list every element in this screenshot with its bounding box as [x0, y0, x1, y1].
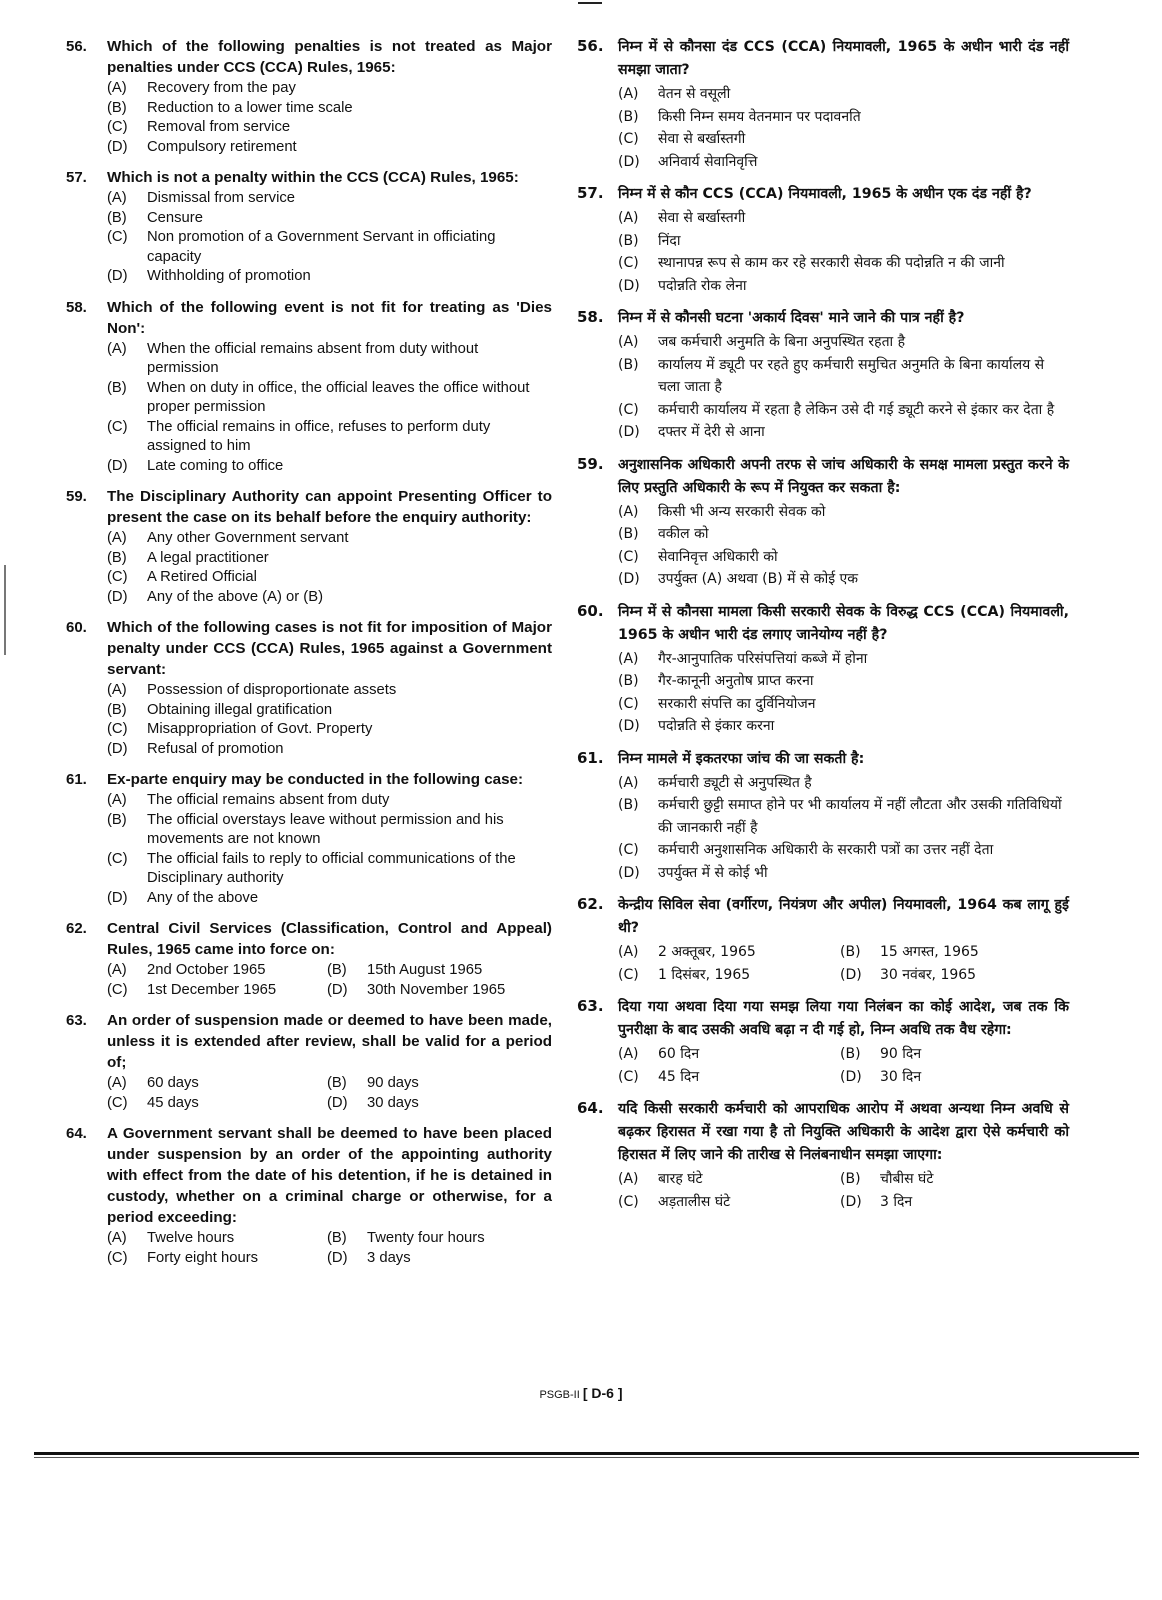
- option-text: Misappropriation of Govt. Property: [147, 721, 373, 737]
- option-text: कर्मचारी छुट्टी समाप्त होने पर भी कार्यालय में नहीं लौटता और उसकी गतिविधियों की जानकारी नहीं है: [658, 797, 1062, 836]
- option-label: (D): [107, 457, 128, 474]
- option-d: [618, 421, 1069, 444]
- question-58: [577, 307, 1069, 444]
- question-number: 57.: [66, 169, 87, 186]
- option-a: [618, 648, 1069, 671]
- option-label: (A): [618, 774, 639, 791]
- option-text: A legal practitioner: [147, 549, 269, 566]
- option-label: (D): [618, 718, 640, 734]
- option-text: बारह घंटे: [658, 1171, 703, 1187]
- option-b: [840, 941, 1069, 964]
- option-c: [618, 399, 1069, 422]
- option-c: [107, 418, 552, 457]
- option-label: (D): [618, 571, 640, 587]
- option-b: [618, 794, 1069, 839]
- option-text: The official remains in office, refuses to perform duty assigned to him: [147, 418, 491, 454]
- option-c: [107, 1094, 327, 1114]
- question-number: 56.: [577, 37, 604, 55]
- option-label: (C): [618, 255, 639, 271]
- question-62: [66, 918, 552, 1000]
- option-d: [107, 267, 552, 287]
- page-footer: [0, 1385, 1162, 1401]
- option-text: सेवानिवृत्त अधिकारी को: [658, 548, 778, 565]
- option-text: Non promotion of a Government Servant in officiating capacity: [147, 229, 496, 265]
- question-60: [577, 601, 1069, 738]
- option-text: 60 days: [147, 1075, 199, 1091]
- option-text: किसी भी अन्य सरकारी सेवक को: [658, 503, 826, 520]
- option-text: Dismissal from service: [147, 190, 295, 206]
- option-label: (D): [107, 268, 128, 284]
- option-text: Recovery from the pay: [147, 80, 296, 96]
- option-a: [107, 189, 552, 209]
- option-label: (B): [107, 99, 127, 116]
- question-text: An order of suspension made or deemed to have been made, unless it is extended after review, shall be valid for a period of;: [107, 1012, 552, 1071]
- options: [618, 1043, 1069, 1088]
- options: [618, 1168, 1069, 1213]
- top-mark: [578, 2, 602, 4]
- option-a: [618, 772, 1069, 795]
- option-label: (D): [840, 1193, 862, 1210]
- option-label: (C): [618, 842, 639, 858]
- option-c: [618, 839, 1069, 862]
- option-c: [107, 981, 327, 1001]
- question-58: [66, 297, 552, 477]
- option-text: 90 दिन: [880, 1046, 922, 1062]
- option-label: (D): [327, 1094, 348, 1111]
- option-c: [618, 1066, 840, 1089]
- option-label: (A): [618, 944, 639, 960]
- option-text: A Retired Official: [147, 569, 257, 585]
- option-b: [107, 209, 552, 229]
- option-text: Possession of disproportionate assets: [147, 682, 397, 698]
- option-label: (C): [107, 229, 128, 245]
- option-d: [107, 457, 552, 477]
- option-a: [107, 961, 327, 981]
- option-text: 1 दिसंबर, 1965: [658, 966, 751, 983]
- question-57: [66, 167, 552, 287]
- option-text: अनिवार्य सेवानिवृत्ति: [658, 153, 758, 170]
- option-text: चौबीस घंटे: [880, 1171, 934, 1187]
- option-label: (D): [327, 1249, 348, 1266]
- option-text: पदोन्नति रोक लेना: [658, 277, 747, 294]
- option-label: (A): [618, 503, 639, 520]
- question-60: [66, 617, 552, 759]
- option-label: (C): [618, 1068, 639, 1085]
- option-label: (D): [840, 966, 862, 983]
- question-text: केन्द्रीय सिविल सेवा (वर्गीरण, नियंत्रण और अपील) नियमावली, 1964 कब लागू हुई थी?: [618, 897, 1069, 936]
- option-label: (B): [107, 209, 127, 226]
- question-text: निम्न में से कौनसी घटना 'अकार्य दिवस' माने जाने की पात्र नहीं है?: [618, 310, 965, 326]
- option-text: 45 दिन: [658, 1068, 700, 1085]
- option-b: [618, 354, 1069, 399]
- options: [107, 1074, 552, 1113]
- option-text: जब कर्मचारी अनुमति के बिना अनुपस्थित रहता है: [658, 334, 906, 350]
- option-label: (A): [107, 1230, 127, 1246]
- option-d: [840, 1066, 1069, 1089]
- option-text: दफ्तर में देरी से आना: [658, 424, 765, 440]
- option-label: (A): [618, 650, 639, 667]
- question-text: Ex-parte enquiry may be conducted in the following case:: [107, 771, 524, 788]
- option-label: (A): [107, 340, 127, 357]
- option-a: [618, 331, 1069, 354]
- option-label: (B): [107, 811, 127, 828]
- options: [618, 941, 1069, 986]
- option-text: वेतन से वसूली: [658, 86, 731, 102]
- question-number: 56.: [66, 38, 87, 55]
- options: [107, 681, 552, 759]
- question-text: निम्न में से कौनसा मामला किसी सरकारी सेवक के विरुद्ध CCS (CCA) नियमावली, 1965 के अधीन भारी दंड लगाए जानेयोग्य नहीं है?: [618, 603, 1069, 643]
- option-c: [107, 720, 552, 740]
- option-d: [107, 889, 552, 909]
- option-label: (C): [107, 850, 128, 867]
- option-label: (D): [618, 277, 640, 294]
- option-a: [618, 1168, 840, 1191]
- option-text: 1st December 1965: [147, 981, 277, 998]
- option-label: (D): [327, 981, 348, 998]
- option-label: (B): [327, 1230, 347, 1246]
- option-label: (B): [618, 673, 639, 689]
- option-a: [107, 791, 552, 811]
- question-text: The Disciplinary Authority can appoint Presenting Officer to present the case on its behalf before the enquiry authority:: [107, 488, 552, 526]
- option-b: [840, 1043, 1069, 1066]
- option-a: [107, 1229, 327, 1249]
- option-label: (D): [107, 138, 128, 155]
- option-text: The official fails to reply to official communications of the Disciplinary authority: [147, 850, 516, 886]
- option-label: (C): [107, 1249, 128, 1266]
- option-b: [107, 811, 552, 850]
- option-c: [107, 568, 552, 588]
- option-label: (D): [618, 153, 640, 170]
- question-number: 57.: [577, 184, 604, 202]
- option-label: (A): [107, 792, 127, 808]
- option-a: [618, 83, 1069, 106]
- option-text: Forty eight hours: [147, 1249, 259, 1266]
- option-text: सेवा से बर्खास्तगी: [658, 210, 746, 226]
- question-text: निम्न में से कौन CCS (CCA) नियमावली, 1965 के अधीन एक दंड नहीं है?: [618, 186, 1032, 202]
- option-text: निंदा: [658, 232, 681, 249]
- question-text: निम्न में से कौनसा दंड CCS (CCA) नियमावली, 1965 के अधीन भारी दंड नहीं समझा जाता?: [618, 39, 1069, 78]
- option-c: [618, 252, 1069, 275]
- option-label: (C): [618, 401, 639, 418]
- options: [618, 331, 1069, 444]
- option-label: (C): [618, 548, 639, 565]
- question-64: [577, 1098, 1069, 1213]
- option-text: Late coming to office: [147, 457, 284, 474]
- option-text: 15 अगस्त, 1965: [880, 944, 979, 960]
- option-text: Censure: [147, 209, 203, 226]
- option-text: Twenty four hours: [367, 1230, 485, 1246]
- question-number: 63.: [66, 1012, 87, 1029]
- options: [107, 1229, 552, 1268]
- options: [107, 791, 552, 908]
- option-label: (B): [618, 526, 639, 542]
- option-label: (B): [327, 962, 347, 978]
- option-text: उपर्युक्त (A) अथवा (B) में से कोई एक: [658, 571, 859, 587]
- option-label: (D): [107, 588, 128, 605]
- option-label: (D): [107, 889, 128, 906]
- option-label: (D): [840, 1068, 862, 1085]
- option-d: [107, 588, 552, 608]
- question-63: [577, 996, 1069, 1088]
- question-59: [577, 454, 1069, 591]
- question-number: 58.: [577, 308, 604, 326]
- question-63: [66, 1010, 552, 1113]
- option-a: [107, 529, 552, 549]
- option-text: Obtaining illegal gratification: [147, 701, 333, 718]
- question-number: 63.: [577, 997, 604, 1015]
- bottom-rule-thin: [34, 1457, 1139, 1458]
- question-text: दिया गया अथवा दिया गया समझ लिया गया निलंबन का कोई आदेश, जब तक कि पुनरीक्षा के बाद उसकी अवधि बढ़ा न दी गई हो, निम्न अवधि तक वैध रहेगा:: [618, 999, 1069, 1038]
- question-64: [66, 1123, 552, 1268]
- option-c: [618, 546, 1069, 569]
- option-label: (B): [618, 356, 639, 373]
- question-text: Which of the following cases is not fit for imposition of Major penalty under CCS (CCA) Rules, 1965 against a Government servant:: [107, 619, 552, 678]
- option-d: [840, 1191, 1069, 1214]
- option-label: (B): [618, 108, 639, 125]
- option-label: (D): [107, 740, 128, 757]
- option-c: [107, 118, 552, 138]
- option-text: कार्यालय में ड्यूटी पर रहते हुए कर्मचारी समुचित अनुमति के बिना कार्यालय से चला जाता है: [658, 356, 1045, 395]
- question-61: [66, 769, 552, 908]
- option-text: वकील को: [658, 526, 709, 542]
- option-b: [107, 701, 552, 721]
- option-b: [327, 961, 552, 981]
- option-d: [840, 964, 1069, 987]
- option-label: (A): [618, 210, 639, 226]
- question-62: [577, 894, 1069, 986]
- question-number: 58.: [66, 298, 87, 316]
- option-label: (B): [107, 379, 127, 396]
- option-text: कर्मचारी अनुशासनिक अधिकारी के सरकारी पत्रों का उत्तर नहीं देता: [658, 842, 994, 858]
- option-text: गैर-कानूनी अनुतोष प्राप्त करना: [658, 673, 814, 689]
- option-text: 2 अक्तूबर, 1965: [658, 944, 756, 960]
- option-label: (C): [618, 966, 639, 983]
- options: [107, 529, 552, 607]
- english-column: [66, 36, 552, 1278]
- option-label: (C): [107, 569, 128, 585]
- question-number: 61.: [66, 771, 87, 788]
- option-text: When the official remains absent from duty without permission: [147, 340, 479, 376]
- option-d: [618, 275, 1069, 298]
- question-text: यदि किसी सरकारी कर्मचारी को आपराधिक आरोप में अथवा अन्यथा निम्न अवधि से बढ़कर हिरासत में रखा गया है तो नियुक्ति अधिकारी के आदेश द्वारा ऐसे कर्मचारी को हिरासत में लिए जाने की तारीख से निलंबनाधीन समझा जाएगा:: [618, 1101, 1069, 1163]
- hindi-column: [577, 36, 1069, 1223]
- option-label: (A): [618, 86, 639, 102]
- question-number: 62.: [577, 895, 604, 913]
- option-b: [618, 106, 1069, 129]
- option-d: [618, 568, 1069, 591]
- options: [107, 340, 552, 477]
- option-b: [840, 1168, 1069, 1191]
- option-label: (C): [107, 119, 128, 135]
- question-text: निम्न मामले में इकतरफा जांच की जा सकती है:: [618, 750, 865, 767]
- options: [618, 501, 1069, 591]
- option-text: 30 नवंबर, 1965: [880, 966, 977, 983]
- option-text: Twelve hours: [147, 1230, 235, 1246]
- option-label: (C): [107, 1094, 128, 1111]
- option-c: [618, 693, 1069, 716]
- option-label: (A): [107, 80, 127, 96]
- option-label: (B): [618, 797, 639, 813]
- option-text: 45 days: [147, 1094, 199, 1111]
- option-text: उपर्युक्त में से कोई भी: [658, 864, 768, 881]
- option-label: (D): [618, 864, 640, 881]
- option-b: [107, 99, 552, 119]
- option-text: गैर-आनुपातिक परिसंपत्तियां कब्जे में होना: [658, 650, 868, 667]
- options: [618, 83, 1069, 173]
- options: [107, 189, 552, 287]
- option-label: (A): [107, 190, 127, 206]
- question-56: [577, 36, 1069, 173]
- option-label: (A): [618, 334, 639, 350]
- option-d: [107, 740, 552, 760]
- option-d: [618, 151, 1069, 174]
- option-d: [618, 862, 1069, 885]
- option-text: अड़तालीस घंटे: [658, 1193, 731, 1210]
- options: [107, 79, 552, 157]
- option-text: Any of the above: [147, 889, 259, 906]
- option-label: (C): [618, 1193, 639, 1210]
- options: [107, 961, 552, 1000]
- option-text: Any of the above (A) or (B): [147, 588, 323, 605]
- option-text: सेवा से बर्खास्तगी: [658, 131, 746, 147]
- option-label: (A): [107, 962, 127, 978]
- option-text: कर्मचारी कार्यालय में रहता है लेकिन उसे दी गई ड्यूटी करने से इंकार कर देता है: [658, 401, 1055, 418]
- question-number: 60.: [577, 601, 604, 620]
- option-a: [107, 340, 552, 379]
- footer-page: [ D-6 ]: [582, 1385, 623, 1401]
- question-56: [66, 36, 552, 157]
- option-a: [107, 79, 552, 99]
- option-text: पदोन्नति से इंकार करना: [658, 718, 775, 734]
- bottom-rule: [34, 1452, 1139, 1455]
- option-d: [327, 1249, 552, 1269]
- option-text: किसी निम्न समय वेतनमान पर पदावनति: [658, 108, 861, 125]
- option-text: 3 दिन: [880, 1193, 913, 1210]
- question-number: 59.: [577, 454, 604, 473]
- option-label: (A): [618, 1171, 639, 1187]
- option-label: (A): [107, 682, 127, 698]
- question-number: 60.: [66, 619, 87, 636]
- option-label: (B): [840, 944, 861, 960]
- options: [618, 648, 1069, 738]
- option-text: 60 दिन: [658, 1046, 700, 1062]
- option-label: (B): [327, 1075, 347, 1091]
- option-label: (D): [618, 424, 640, 440]
- option-label: (A): [107, 530, 127, 546]
- option-a: [618, 1043, 840, 1066]
- option-b: [618, 523, 1069, 546]
- option-text: The official remains absent from duty: [147, 792, 390, 808]
- question-number: 64.: [66, 1125, 87, 1142]
- option-text: Refusal of promotion: [147, 740, 284, 757]
- option-label: (A): [618, 1046, 639, 1062]
- option-c: [107, 850, 552, 889]
- option-b: [107, 549, 552, 569]
- option-c: [618, 964, 840, 987]
- option-a: [107, 1074, 327, 1094]
- question-text: Which of the following penalties is not treated as Major penalties under CCS (CCA) Rules, 1965:: [107, 38, 552, 76]
- option-text: The official overstays leave without permission and his movements are not known: [147, 811, 504, 847]
- option-label: (C): [107, 721, 128, 737]
- option-a: [618, 501, 1069, 524]
- question-text: अनुशासनिक अधिकारी अपनी तरफ से जांच अधिकारी के समक्ष मामला प्रस्तुत करने के लिए प्रस्तुति अधिकारी के रूप में नियुक्त कर सकता है:: [618, 456, 1069, 496]
- margin-scan-mark: [4, 565, 6, 655]
- question-61: [577, 748, 1069, 885]
- option-label: (C): [107, 981, 128, 998]
- option-text: 90 days: [367, 1075, 419, 1091]
- option-text: स्थानापन्न रूप से काम कर रहे सरकारी सेवक की पदोन्नति न की जानी: [658, 255, 1005, 271]
- question-text: Central Civil Services (Classification, Control and Appeal) Rules, 1965 came into force on:: [107, 920, 552, 958]
- option-label: (B): [840, 1046, 861, 1062]
- option-label: (C): [107, 418, 128, 435]
- question-number: 62.: [66, 920, 87, 937]
- option-b: [107, 379, 552, 418]
- option-text: When on duty in office, the official leaves the office without proper permission: [147, 379, 530, 415]
- option-b: [618, 670, 1069, 693]
- option-text: Reduction to a lower time scale: [147, 99, 353, 116]
- question-number: 59.: [66, 488, 87, 505]
- option-label: (B): [107, 701, 127, 718]
- question-text: A Government servant shall be deemed to have been placed under suspension by an order of the appointing authority with effect from the date of his detention, if he is detained in custody, whether on a criminal charge or otherwise, for a period exceeding:: [107, 1125, 552, 1226]
- option-label: (B): [107, 549, 127, 566]
- option-d: [107, 138, 552, 158]
- option-d: [327, 1094, 552, 1114]
- option-d: [618, 715, 1069, 738]
- option-text: 15th August 1965: [367, 962, 483, 978]
- option-b: [327, 1074, 552, 1094]
- footer-code: PSGB-II: [539, 1389, 580, 1401]
- question-text: Which of the following event is not fit for treating as 'Dies Non':: [107, 298, 552, 337]
- option-label: (B): [618, 232, 639, 249]
- option-label: (B): [840, 1171, 861, 1187]
- option-text: 30 days: [367, 1094, 419, 1111]
- options: [618, 207, 1069, 297]
- option-label: (A): [107, 1075, 127, 1091]
- option-text: Withholding of promotion: [147, 268, 311, 284]
- option-text: 30 दिन: [880, 1068, 922, 1085]
- option-text: सरकारी संपत्ति का दुर्विनियोजन: [658, 695, 816, 712]
- option-text: Removal from service: [147, 119, 291, 135]
- option-c: [618, 128, 1069, 151]
- question-number: 64.: [577, 1099, 604, 1117]
- option-a: [618, 207, 1069, 230]
- option-a: [618, 941, 840, 964]
- question-57: [577, 183, 1069, 297]
- option-label: (C): [618, 131, 639, 147]
- option-d: [327, 981, 552, 1001]
- option-text: 3 days: [367, 1249, 411, 1266]
- option-text: Any other Government servant: [147, 530, 349, 546]
- options: [618, 772, 1069, 885]
- option-text: 30th November 1965: [367, 981, 506, 998]
- option-text: कर्मचारी ड्यूटी से अनुपस्थित है: [658, 774, 812, 791]
- option-text: 2nd October 1965: [147, 962, 266, 978]
- question-59: [66, 486, 552, 607]
- option-c: [107, 228, 552, 267]
- option-label: (C): [618, 695, 639, 712]
- option-c: [618, 1191, 840, 1214]
- option-c: [107, 1249, 327, 1269]
- option-b: [618, 230, 1069, 253]
- option-text: Compulsory retirement: [147, 138, 297, 155]
- option-a: [107, 681, 552, 701]
- question-text: Which is not a penalty within the CCS (CCA) Rules, 1965:: [107, 169, 519, 186]
- question-number: 61.: [577, 748, 604, 767]
- option-b: [327, 1229, 552, 1249]
